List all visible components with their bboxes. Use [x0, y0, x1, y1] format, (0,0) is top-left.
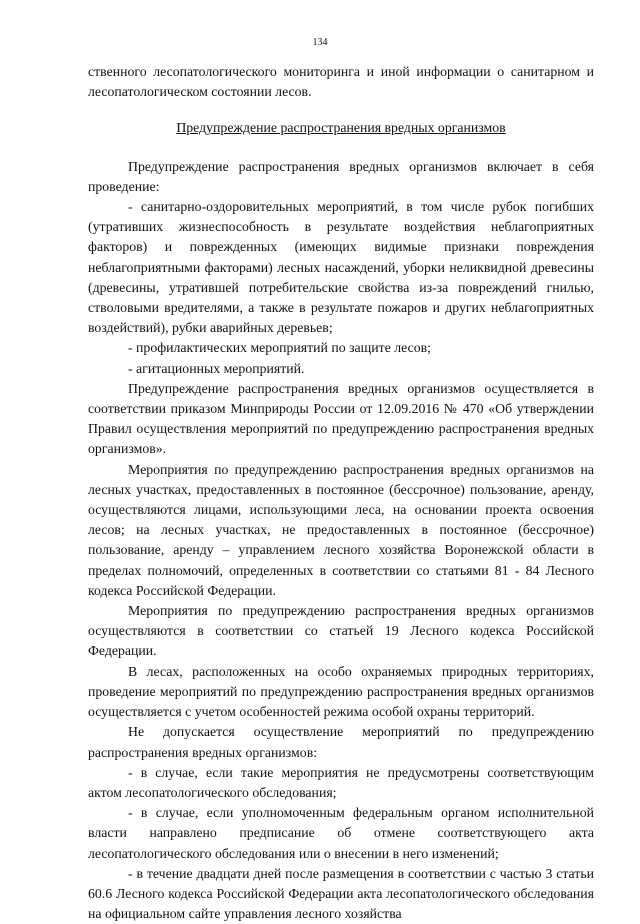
paragraph: Мероприятия по предупреждению распространения вредных организмов осуществляются в соответствии со статьей 19 Лесного кодекса Российской Федерации. [88, 603, 594, 659]
paragraph: Предупреждение распространения вредных организмов включает в себя проведение: [88, 158, 594, 194]
paragraph: Предупреждение распространения вредных организмов осуществляется в соответствии приказом Минприроды России от 12.09.2016 № 470 «Об утверждении Правил осуществления мероприятий по предупреждению распространения вредных организмов». [88, 380, 594, 457]
list-item: - агитационных мероприятий. [128, 360, 305, 376]
paragraph: Не допускается осуществление мероприятий по предупреждению распространения вредных организмов: [88, 724, 594, 760]
list-item: - профилактических мероприятий по защите лесов; [128, 340, 431, 356]
list-item: - в течение двадцати дней после размещения в соответствии с частью 3 статьи 60.6 Лесного кодекса Российской Федерации акта лесопатологического обследования на официальном сайте управления лесного хозяйства [88, 865, 594, 922]
section-heading: Предупреждение распространения вредных организмов [176, 120, 506, 136]
paragraph: В лесах, расположенных на особо охраняемых природных территориях, проведение мероприятий по предупреждению распространения вредных организмов осуществляется с учетом особенностей режима особой охраны территорий. [88, 663, 594, 720]
continued-paragraph: ственного лесопатологического мониторинга и иной информации о санитарном и лесопатологическом состоянии лесов. [88, 64, 594, 100]
list-item: - в случае, если такие мероприятия не предусмотрены соответствующим актом лесопатологического обследования; [88, 764, 594, 800]
list-item: - в случае, если уполномоченным федеральным органом исполнительной власти направлено предписание об отмене соответствующего акта лесопатологического обследования или о внесении в него изменений; [88, 805, 594, 861]
page-body [88, 62, 594, 924]
list-item: - санитарно-оздоровительных мероприятий, в том числе рубок погибших (утративших жизнеспособность в результате воздействия неблагоприятных факторов) и поврежденных (имеющих видимые признаки повреждения неблагоприятными факторами) лесных насаждений, уборки неликвидной древесины (древесины, утратившей потребительские свойства из-за повреждений гнилью, стволовыми вредителями, а также в результате пожаров и других неблагоприятных воздействий), рубки аварийных деревьев; [88, 199, 594, 336]
paragraph: Мероприятия по предупреждению распространения вредных организмов на лесных участках, предоставленных в постоянное (бессрочное) пользование, аренду, осуществляются лицами, использующими леса, на основании проекта освоения лесов; на лесных участках, не предоставленных в постоянное (бессрочное) пользование, аренду – управлением лесного хозяйства Воронежской области в пределах полномочий, определенных в соответствии со статьями 81 - 84 Лесного кодекса Российской Федерации. [88, 461, 594, 598]
page-number: 134 [312, 37, 328, 48]
